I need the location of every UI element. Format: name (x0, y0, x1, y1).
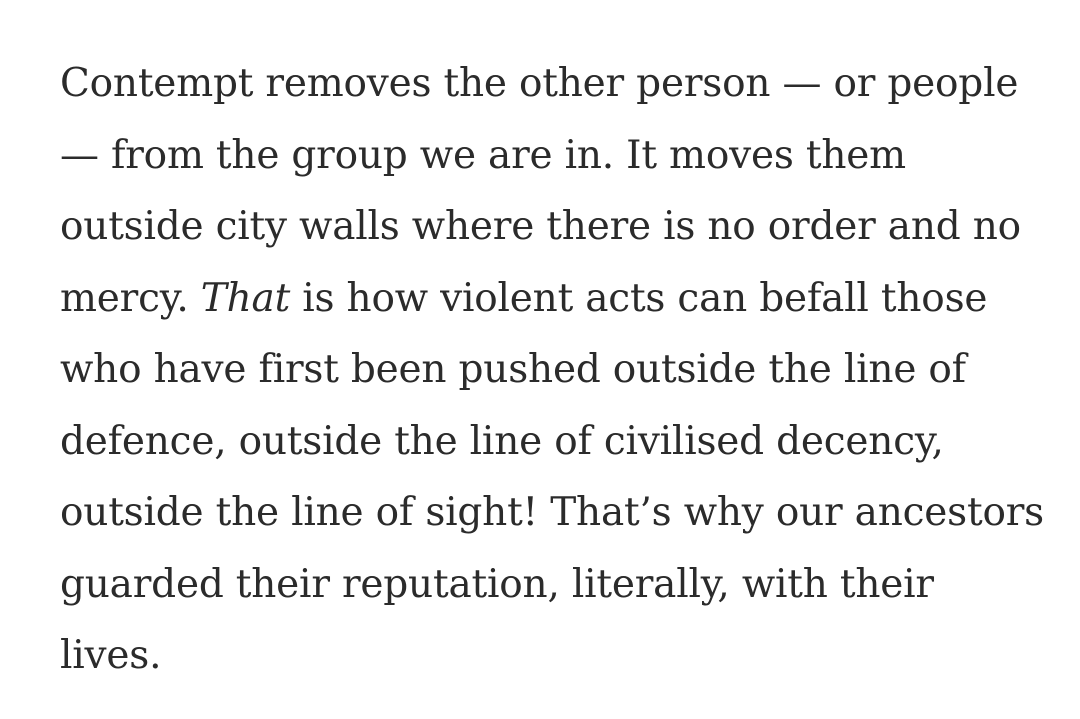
article-paragraph (60, 48, 1044, 692)
paragraph-line-2: — from the group we are in. It moves them (60, 132, 906, 178)
emphasized-word: That (200, 275, 291, 321)
line-4-lead-text: mercy. (60, 275, 201, 321)
paragraph-line-6: defence, outside the line of civilised decency, (60, 418, 944, 464)
paragraph-line-3: outside city walls where there is no order and no (60, 204, 1021, 249)
paragraph-line-4 (60, 263, 1044, 335)
paragraph-line-7: outside the line of sight! That’s why our ancestors (60, 490, 1044, 535)
paragraph-line-8: guarded their reputation, literally, with their (60, 561, 934, 607)
paragraph-line-9: lives. (60, 633, 162, 678)
paragraph-line-5: who have first been pushed outside the line of (60, 347, 966, 392)
line-4-trailing-text: is how violent acts can befall those (290, 275, 988, 321)
paragraph-line-1: Contempt removes the other person — or people (60, 61, 1019, 106)
